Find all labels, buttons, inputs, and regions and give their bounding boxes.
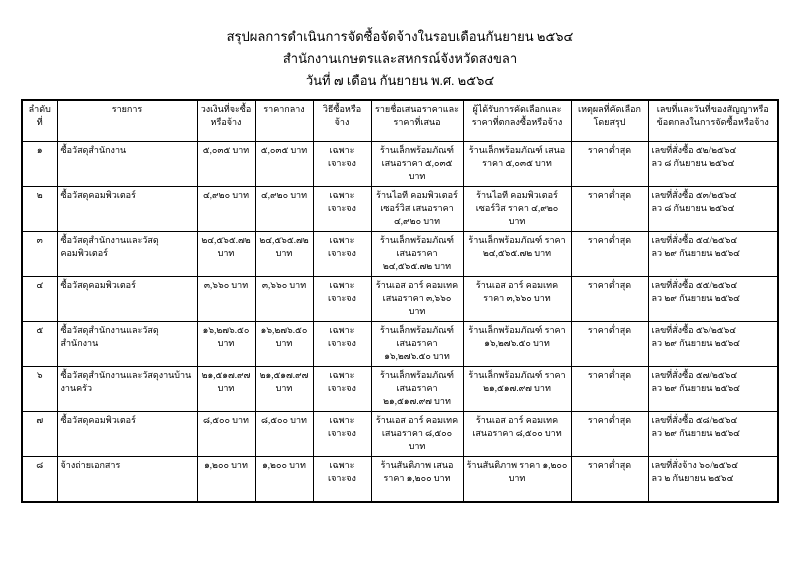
contract-number: เลขที่สั่งซื้อ ๕๕/๒๕๖๔ bbox=[651, 280, 738, 290]
col-header-item: รายการ bbox=[57, 100, 197, 142]
col-header-method: วิธีซื้อหรือจ้าง bbox=[313, 100, 371, 142]
contract-number: เลขที่สั่งซื้อ ๕๓/๒๕๖๔ bbox=[651, 190, 737, 200]
cell-reason: ราคาต่ำสุด bbox=[571, 457, 648, 503]
table-row bbox=[22, 142, 778, 187]
cell-budget: ๑,๒๐๐ บาท bbox=[197, 457, 255, 503]
table-row bbox=[22, 187, 778, 232]
cell-bidders: ร้านเอส อาร์ คอมเทค เสนอราคา ๓,๖๖๐ บาท bbox=[371, 277, 463, 322]
cell-median-price: ๒๔,๕๖๕.๗๒ บาท bbox=[255, 232, 313, 277]
cell-reason: ราคาต่ำสุด bbox=[571, 187, 648, 232]
cell-selected: ร้านเอส อาร์ คอมเทค ราคา ๓,๖๖๐ บาท bbox=[463, 277, 571, 322]
cell-contract bbox=[648, 412, 778, 457]
cell-budget: ๑๖,๒๗๖.๕๐ บาท bbox=[197, 322, 255, 367]
table-header-row bbox=[22, 100, 778, 142]
col-header-contract: เลขที่และวันที่ของสัญญาหรือข้อตกลงในการจัดซื้อหรือจ้าง bbox=[648, 100, 778, 142]
cell-median-price: ๓,๖๖๐ บาท bbox=[255, 277, 313, 322]
contract-date: ลว ๒๙ กันยายน ๒๕๖๔ bbox=[651, 338, 740, 349]
cell-bidders: ร้านไอที คอมพิวเตอร์ เซอร์วิส เสนอราคา ๔,๙๒๐ บาท bbox=[371, 187, 463, 232]
cell-median-price: ๑,๒๐๐ บาท bbox=[255, 457, 313, 503]
cell-contract bbox=[648, 232, 778, 277]
cell-method: เฉพาะเจาะจง bbox=[313, 367, 371, 412]
contract-date: ลว ๘ กันยายน ๒๕๖๔ bbox=[651, 158, 735, 169]
contract-number: เลขที่สั่งจ้าง ๖๐/๒๕๖๔ bbox=[651, 460, 739, 470]
cell-contract bbox=[648, 142, 778, 187]
cell-contract bbox=[648, 277, 778, 322]
cell-no: ๖ bbox=[22, 367, 57, 412]
cell-selected: ร้านไอที คอมพิวเตอร์ เซอร์วิส ราคา ๔,๙๒๐ บาท bbox=[463, 187, 571, 232]
cell-method: เฉพาะเจาะจง bbox=[313, 457, 371, 503]
contract-date: ลว ๘ กันยายน ๒๕๖๔ bbox=[651, 203, 735, 214]
organization-name: สำนักงานเกษตรและสหกรณ์จังหวัดสงขลา bbox=[282, 51, 518, 66]
col-header-bidders: รายชื่อเสนอราคาและราคาที่เสนอ bbox=[371, 100, 463, 142]
col-header-median-price: ราคากลาง bbox=[255, 100, 313, 142]
cell-selected: ร้านเล็กพร้อมภัณฑ์ เสนอราคา ๕,๐๓๕ บาท bbox=[463, 142, 571, 187]
cell-median-price: ๕,๐๓๕ บาท bbox=[255, 142, 313, 187]
table-row bbox=[22, 412, 778, 457]
contract-date: ลว ๒๙ กันยายน ๒๕๖๔ bbox=[651, 428, 740, 439]
contract-date: ลว ๒๙ กันยายน ๒๕๖๔ bbox=[651, 383, 740, 394]
contract-number: เลขที่สั่งซื้อ ๕๘/๒๕๖๔ bbox=[651, 415, 738, 425]
cell-method: เฉพาะเจาะจง bbox=[313, 187, 371, 232]
col-header-budget: วงเงินที่จะซื้อหรือจ้าง bbox=[197, 100, 255, 142]
cell-method: เฉพาะเจาะจง bbox=[313, 142, 371, 187]
cell-selected: ร้านเอส อาร์ คอมเทค เสนอราคา ๘,๕๐๐ บาท bbox=[463, 412, 571, 457]
cell-method: เฉพาะเจาะจง bbox=[313, 232, 371, 277]
cell-reason: ราคาต่ำสุด bbox=[571, 412, 648, 457]
cell-no: ๕ bbox=[22, 322, 57, 367]
contract-number: เลขที่สั่งซื้อ ๕๗/๒๕๖๔ bbox=[651, 370, 738, 380]
cell-item: ซื้อวัสดุสำนักงานและวัสดุสำนักงาน bbox=[57, 322, 197, 367]
cell-no: ๘ bbox=[22, 457, 57, 503]
cell-budget: ๒๑,๕๑๗.๙๗ บาท bbox=[197, 367, 255, 412]
cell-contract bbox=[648, 322, 778, 367]
cell-reason: ราคาต่ำสุด bbox=[571, 277, 648, 322]
cell-selected: ร้านเล็กพร้อมภัณฑ์ ราคา ๒๑,๕๑๗.๙๗ บาท bbox=[463, 367, 571, 412]
cell-budget: ๘,๕๐๐ บาท bbox=[197, 412, 255, 457]
cell-method: เฉพาะเจาะจง bbox=[313, 412, 371, 457]
table-row bbox=[22, 457, 778, 503]
col-header-reason: เหตุผลที่คัดเลือกโดยสรุป bbox=[571, 100, 648, 142]
cell-reason: ราคาต่ำสุด bbox=[571, 142, 648, 187]
cell-contract bbox=[648, 187, 778, 232]
cell-no: ๑ bbox=[22, 142, 57, 187]
cell-item: ซื้อวัสดุสำนักงานและวัสดุคอมพิวเตอร์ bbox=[57, 232, 197, 277]
table-row bbox=[22, 322, 778, 367]
cell-median-price: ๑๖,๒๗๖.๕๐ บาท bbox=[255, 322, 313, 367]
contract-date: ลว ๒ กันยายน ๒๕๖๔ bbox=[651, 473, 734, 484]
cell-item: ซื้อวัสดุคอมพิวเตอร์ bbox=[57, 412, 197, 457]
cell-selected: ร้านเล็กพร้อมภัณฑ์ ราคา ๒๔,๕๖๕.๗๒ บาท bbox=[463, 232, 571, 277]
cell-bidders: ร้านเล็กพร้อมภัณฑ์ เสนอราคา ๒๑,๕๑๗.๙๗ บาท bbox=[371, 367, 463, 412]
page-title: สรุปผลการดำเนินการจัดซื้อจัดจ้างในรอบเดือนกันยายน ๒๕๖๔ bbox=[226, 29, 574, 44]
table-row bbox=[22, 232, 778, 277]
cell-selected: ร้านสันติภาพ ราคา ๑,๒๐๐ บาท bbox=[463, 457, 571, 503]
cell-item: ซื้อวัสดุสำนักงาน bbox=[57, 142, 197, 187]
cell-contract bbox=[648, 367, 778, 412]
cell-no: ๗ bbox=[22, 412, 57, 457]
cell-budget: ๓,๖๖๐ บาท bbox=[197, 277, 255, 322]
cell-item: ซื้อวัสดุคอมพิวเตอร์ bbox=[57, 187, 197, 232]
table-row bbox=[22, 367, 778, 412]
cell-item: ซื้อวัสดุคอมพิวเตอร์ bbox=[57, 277, 197, 322]
cell-reason: ราคาต่ำสุด bbox=[571, 367, 648, 412]
col-header-no: ลำดับที่ bbox=[22, 100, 57, 142]
contract-number: เลขที่สั่งซื้อ ๕๔/๒๕๖๔ bbox=[651, 235, 738, 245]
cell-no: ๓ bbox=[22, 232, 57, 277]
cell-bidders: ร้านเล็กพร้อมภัณฑ์ เสนอราคา ๑๖,๒๗๖.๕๐ บาท bbox=[371, 322, 463, 367]
cell-bidders: ร้านเอส อาร์ คอมเทค เสนอราคา ๘,๕๐๐ บาท bbox=[371, 412, 463, 457]
contract-number: เลขที่สั่งซื้อ ๕๖/๒๕๖๔ bbox=[651, 325, 737, 335]
procurement-table bbox=[21, 99, 779, 503]
cell-bidders: ร้านเล็กพร้อมภัณฑ์ เสนอราคา ๕,๐๓๕ บาท bbox=[371, 142, 463, 187]
cell-reason: ราคาต่ำสุด bbox=[571, 322, 648, 367]
cell-median-price: ๔,๙๒๐ บาท bbox=[255, 187, 313, 232]
contract-date: ลว ๒๙ กันยายน ๒๕๖๔ bbox=[651, 293, 740, 304]
cell-no: ๒ bbox=[22, 187, 57, 232]
contract-number: เลขที่สั่งซื้อ ๕๒/๒๕๖๔ bbox=[651, 145, 737, 155]
cell-median-price: ๘,๕๐๐ บาท bbox=[255, 412, 313, 457]
cell-method: เฉพาะเจาะจง bbox=[313, 322, 371, 367]
cell-item: ซื้อวัสดุสำนักงานและวัสดุงานบ้านงานครัว bbox=[57, 367, 197, 412]
cell-budget: ๕,๐๓๕ บาท bbox=[197, 142, 255, 187]
cell-budget: ๒๔,๕๖๕.๗๒ บาท bbox=[197, 232, 255, 277]
cell-contract bbox=[648, 457, 778, 503]
cell-no: ๔ bbox=[22, 277, 57, 322]
cell-item: จ้างถ่ายเอกสาร bbox=[57, 457, 197, 503]
cell-bidders: ร้านสันติภาพ เสนอราคา ๑,๒๐๐ บาท bbox=[371, 457, 463, 503]
cell-selected: ร้านเล็กพร้อมภัณฑ์ ราคา ๑๖,๒๗๖.๕๐ บาท bbox=[463, 322, 571, 367]
cell-budget: ๔,๙๒๐ บาท bbox=[197, 187, 255, 232]
cell-reason: ราคาต่ำสุด bbox=[571, 232, 648, 277]
col-header-selected: ผู้ได้รับการคัดเลือกและราคาที่ตกลงซื้อหรือจ้าง bbox=[463, 100, 571, 142]
cell-median-price: ๒๑,๕๑๗.๙๗ บาท bbox=[255, 367, 313, 412]
document-date: วันที่ ๗ เดือน กันยายน พ.ศ. ๒๕๖๔ bbox=[305, 73, 495, 88]
cell-method: เฉพาะเจาะจง bbox=[313, 277, 371, 322]
table-row bbox=[22, 277, 778, 322]
contract-date: ลว ๒๙ กันยายน ๒๕๖๔ bbox=[651, 248, 740, 259]
cell-bidders: ร้านเล็กพร้อมภัณฑ์ เสนอราคา ๒๔,๕๖๕.๗๒ บาท bbox=[371, 232, 463, 277]
